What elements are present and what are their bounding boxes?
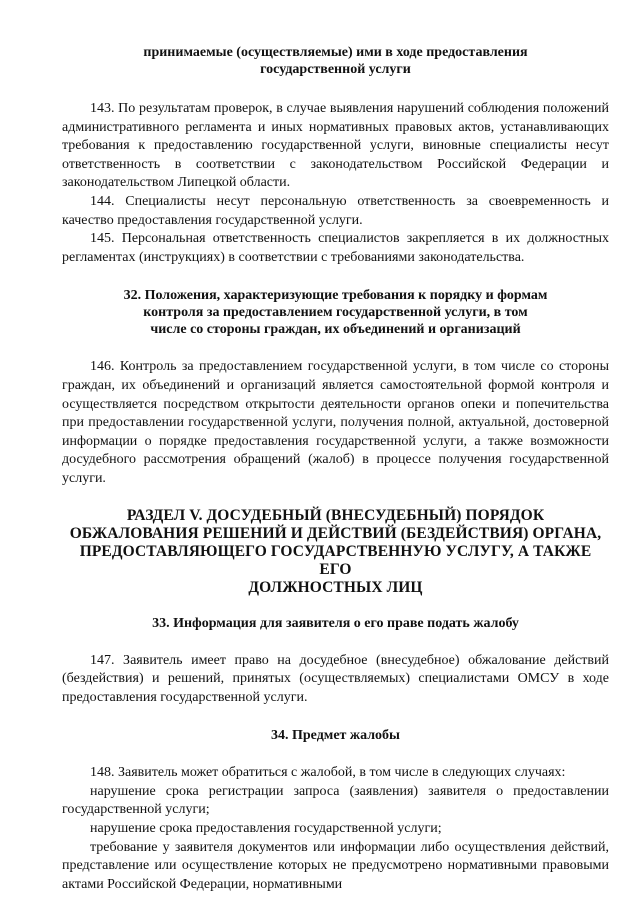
heading-34: 34. Предмет жалобы	[271, 728, 400, 744]
document-page	[62, 44, 609, 894]
paragraph-145: 145. Персональная ответственность специалистов закрепляется в их должностных регламентах (инструкциях) в соответствии с требованиями законодательства.	[62, 231, 609, 265]
heading-top-line1: принимаемые (осуществляемые) ими в ходе предоставления	[143, 45, 528, 60]
heading-32-line2: контроля за предоставлением государственной услуги, в том	[143, 305, 528, 321]
heading-top	[62, 44, 609, 78]
paragraph-143: 143. По результатам проверок, в случае выявления нарушений соблюдения положений административного регламента и иных нормативных правовых актов, устанавливающих требования к предоставлению государственной услуги, виновные специалисты несут ответственность в соответствии с законодательством Российской Федерации и законодательством Липецкой области.	[62, 101, 609, 191]
heading-33: 33. Информация для заявителя о его праве подать жалобу	[152, 615, 519, 631]
list-item-2: нарушение срока предоставления государственной услуги;	[90, 821, 442, 837]
list-item-1: нарушение срока регистрации запроса (заявления) заявителя о предоставлении государственной услуги;	[62, 783, 609, 818]
heading-32-line3: числе со стороны граждан, их объединений и организаций	[150, 322, 521, 338]
section-5-line1: РАЗДЕЛ V. ДОСУДЕБНЫЙ (ВНЕСУДЕБНЫЙ) ПОРЯДОК	[126, 506, 545, 524]
paragraph-147: 147. Заявитель имеет право на досудебное (внесудебное) обжалование действий (бездействия) и решений, принятых (осуществляемых) специалистами ОМСУ в ходе предоставления государственной услуги.	[62, 652, 609, 705]
paragraph-148: 148. Заявитель может обратиться с жалобой, в том числе в следующих случаях:	[90, 765, 566, 781]
paragraph-144: 144. Специалисты несут персональную ответственность за своевременность и качество предоставления государственной услуги.	[62, 193, 609, 228]
paragraph-146: 146. Контроль за предоставлением государственной услуги, в том числе со стороны граждан, их объединений и организаций является самостоятельной формой контроля и осуществляется посредством открытости деятельности органов опеки и попечительства при предоставлении государственной услуги, получения полной, актуальной, достоверной информации о порядке предоставления государственной услуги, а также возможности досудебного рассмотрения обращений (жалоб) в процессе получения государственной услуги.	[62, 359, 609, 486]
section-5-line3: ПРЕДОСТАВЛЯЮЩЕГО ГОСУДАРСТВЕННУЮ УСЛУГУ, А ТАКЖЕ ЕГО	[79, 542, 592, 578]
heading-32	[62, 287, 609, 338]
list-item-3: требование у заявителя документов или информации либо осуществления действий, представление или осуществление которых не предусмотрено нормативными правовыми актами Российской Федерации, нормативными	[62, 839, 609, 892]
section-5-line4: ДОЛЖНОСТНЫХ ЛИЦ	[248, 578, 423, 596]
heading-32-line1: 32. Положения, характеризующие требования к порядку и формам	[123, 288, 548, 304]
section-5-heading	[62, 507, 609, 597]
heading-top-line2: государственной услуги	[260, 62, 411, 77]
section-5-line2: ОБЖАЛОВАНИЯ РЕШЕНИЙ И ДЕЙСТВИЙ (БЕЗДЕЙСТВИЯ) ОРГАНА,	[69, 524, 602, 542]
